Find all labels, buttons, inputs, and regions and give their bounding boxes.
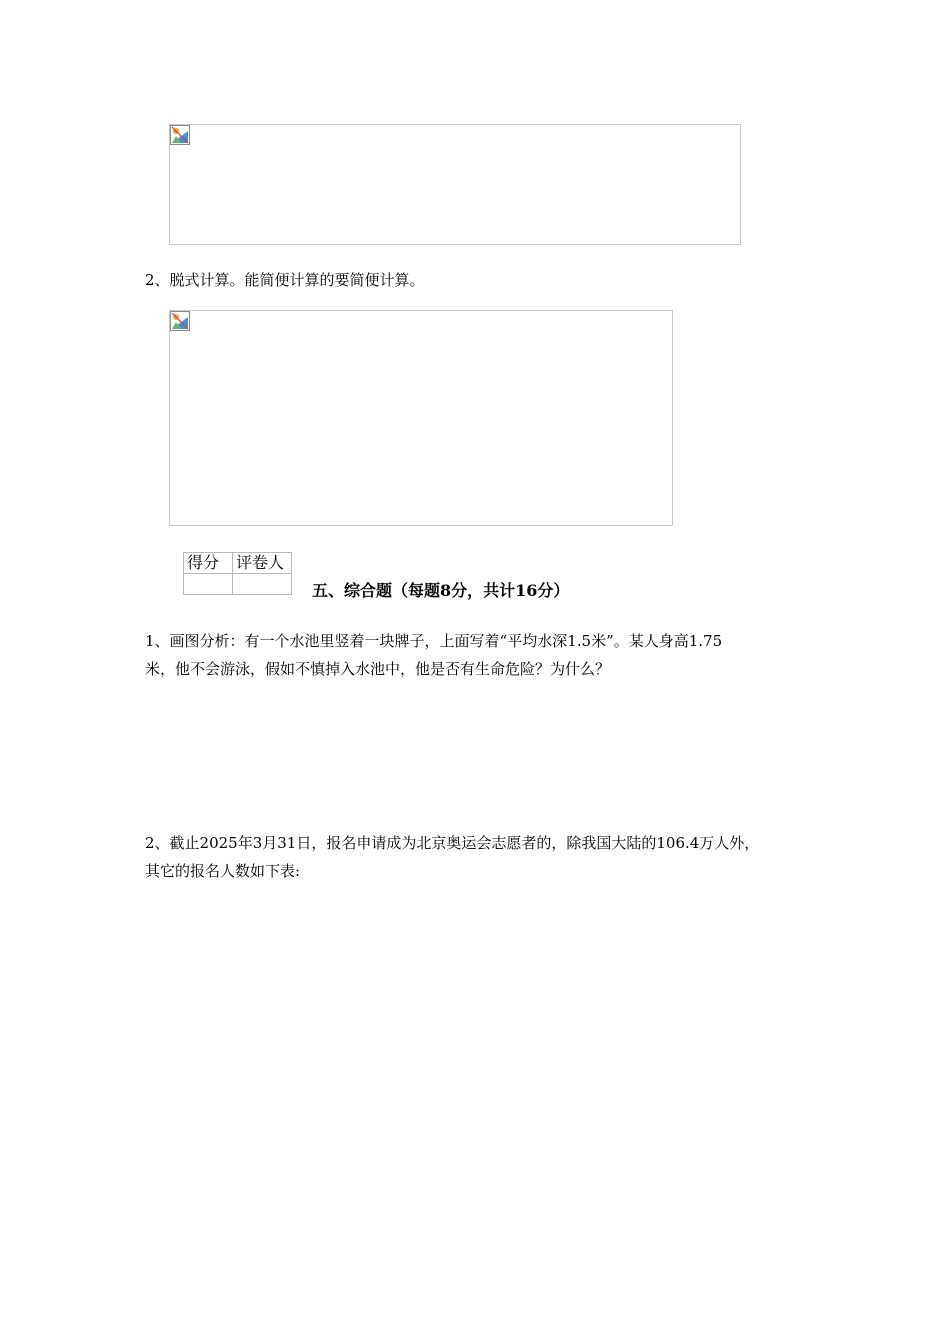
image-placeholder-1 xyxy=(169,124,741,245)
reviewer-header: 评卷人 xyxy=(233,553,292,574)
score-cell[interactable] xyxy=(184,574,233,595)
question-2-calculation: 2、脱式计算。能简便计算的要简便计算。 xyxy=(145,271,425,289)
image-placeholder-2 xyxy=(169,310,673,526)
question-1-line-1: 1、画图分析：有一个水池里竖着一块牌子，上面写着“平均水深1.5米”。某人身高1.75 xyxy=(145,632,723,650)
broken-image-icon xyxy=(170,125,190,145)
broken-image-icon xyxy=(170,311,190,331)
question-1-line-2: 米，他不会游泳，假如不慎掉入水池中，他是否有生命危险？为什么？ xyxy=(145,660,611,678)
score-header: 得分 xyxy=(184,553,233,574)
reviewer-cell[interactable] xyxy=(233,574,292,595)
question-2-line-1: 2、截止2025年3月31日，报名申请成为北京奥运会志愿者的，除我国大陆的106.4万人外， xyxy=(145,834,760,852)
score-table xyxy=(183,552,292,595)
section-title: 五、综合题（每题8分，共计16分） xyxy=(312,581,570,600)
question-2-line-2: 其它的报名人数如下表: xyxy=(145,862,301,880)
